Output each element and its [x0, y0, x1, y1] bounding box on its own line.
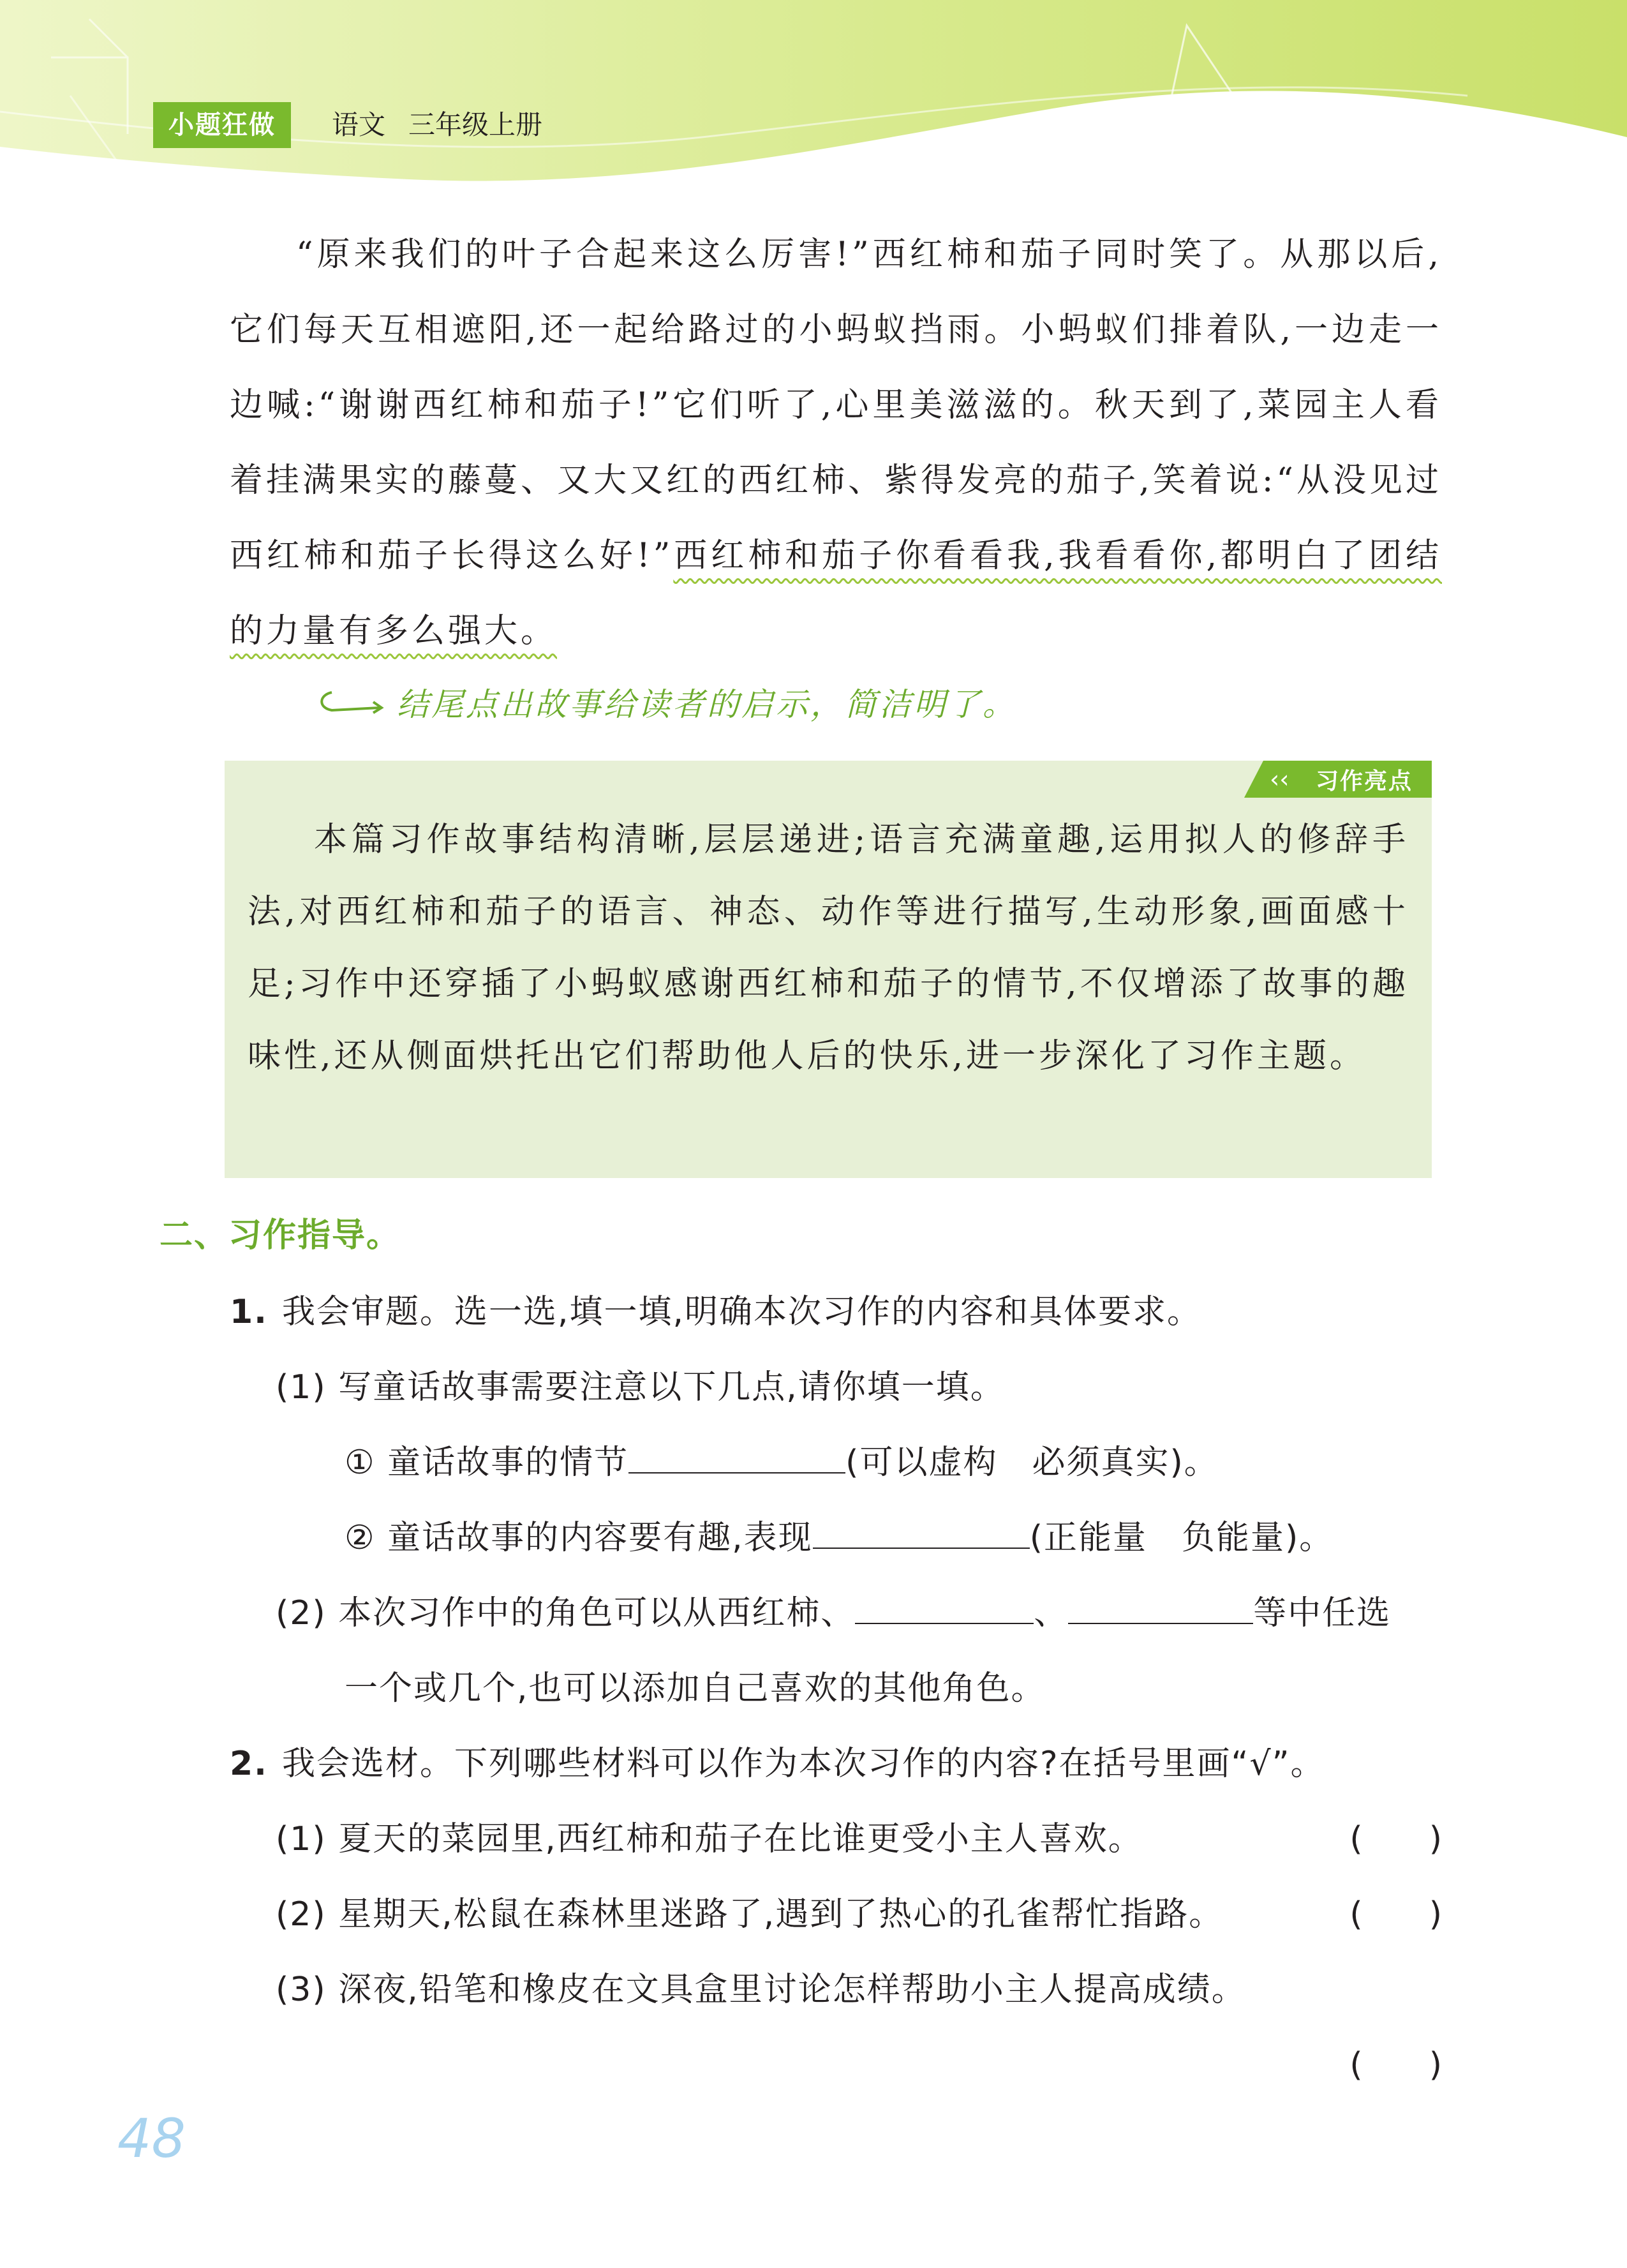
answer-blank[interactable] [1068, 1583, 1253, 1624]
part-2-tail: 等中任选 [1253, 1594, 1392, 1632]
highlight-box [225, 761, 1432, 1178]
answer-blank[interactable] [813, 1508, 1030, 1549]
grade-label: 三年级上册 [408, 109, 543, 140]
question-1-part-2-continued: 一个或几个,也可以添加自己喜欢的其他角色。 [345, 1669, 1046, 1708]
question-number: 2. [230, 1745, 268, 1783]
margin-annotation [313, 673, 1017, 731]
answer-paren[interactable]: ( ) [1349, 2046, 1442, 2084]
answer-blank[interactable] [628, 1433, 845, 1473]
option-3: (3) 深夜,铅笔和橡皮在文具盒里讨论怎样帮助小主人提高成绩。 [276, 1971, 1246, 2009]
highlight-text: 本篇习作故事结构清晰,层层递进;语言充满童趣,运用拟人的修辞手法,对西红柿和茄子的语言、神态、动作等进行描写,生动形象,画面感十足;习作中还穿插了小蚂蚁感谢西红柿和茄子的情节,不仅增添了故事的趣味性,还从侧面烘托出它们帮助他人后的快乐,进一步深化了习作主题。 [248, 821, 1409, 1075]
highlight-label-text: 习作亮点 [1315, 768, 1413, 795]
option-1: (1) 夏天的菜园里,西红柿和茄子在比谁更受小主人喜欢。 [276, 1820, 1143, 1858]
subject-label: 语文 [332, 109, 386, 140]
annotation-arrow-icon [313, 686, 389, 718]
series-tag: 小题狂做 [153, 102, 291, 148]
item-content-text: ② 童话故事的内容要有趣,表现 [345, 1519, 813, 1557]
option-2: (2) 星期天,松鼠在森林里迷路了,遇到了热心的孔雀帮忙指路。 [276, 1895, 1224, 1934]
question-2 [230, 1732, 1325, 1796]
story-passage [230, 217, 1442, 669]
section-title: 二、习作指导。 [160, 1216, 401, 1255]
story-paragraph [230, 217, 1442, 669]
question-1-part-1: (1) 写童话故事需要注意以下几点,请你填一填。 [276, 1368, 1005, 1406]
page-number: 48 [117, 2107, 186, 2170]
question-number: 1. [230, 1293, 268, 1331]
part-2-separator: 、 [1034, 1594, 1069, 1632]
part-2-text: (2) 本次习作中的角色可以从西红柿、 [276, 1594, 856, 1632]
question-text: 我会审题。选一选,填一填,明确本次习作的内容和具体要求。 [281, 1293, 1201, 1331]
answer-paren[interactable]: ( ) [1349, 1820, 1442, 1858]
annotation-text: 结尾点出故事给读者的启示，简洁明了。 [397, 686, 1017, 723]
question-1-part-2 [276, 1581, 1391, 1645]
double-chevron-icon: ‹‹ [1270, 765, 1289, 793]
item-plot-options: (可以虚构 必须真实)。 [845, 1444, 1219, 1482]
answer-paren[interactable]: ( ) [1349, 1895, 1442, 1934]
story-text: “原来我们的叶子合起来这么厉害!”西红柿和茄子同时笑了。从那以后,它们每天互相遮阳,还一起给路过的小蚂蚁挡雨。小蚂蚁们排着队,一边走一边喊:“谢谢西红柿和茄子!”它们听了,心里美滋滋的。秋天到了,菜园主人看着挂满果实的藤蔓、又大又红的西红柿、紫得发亮的茄子,笑着说:“从没见过西红柿和茄子长得这么好!” [230, 235, 1442, 575]
item-content [345, 1506, 1334, 1570]
question-1 [230, 1280, 1201, 1344]
question-text: 我会选材。下列哪些材料可以作为本次习作的内容?在括号里画“√”。 [281, 1745, 1325, 1783]
story-underlined-ending: 西红柿和茄子你看看我,我看看你,都明白了团结的力量有多么强大。 [230, 537, 1443, 650]
answer-blank[interactable] [855, 1583, 1034, 1624]
item-plot-text: ① 童话故事的情节 [345, 1444, 629, 1482]
item-plot [345, 1431, 1219, 1495]
item-content-options: (正能量 负能量)。 [1029, 1519, 1334, 1557]
book-subtitle [332, 102, 565, 148]
highlight-label [1244, 761, 1432, 798]
